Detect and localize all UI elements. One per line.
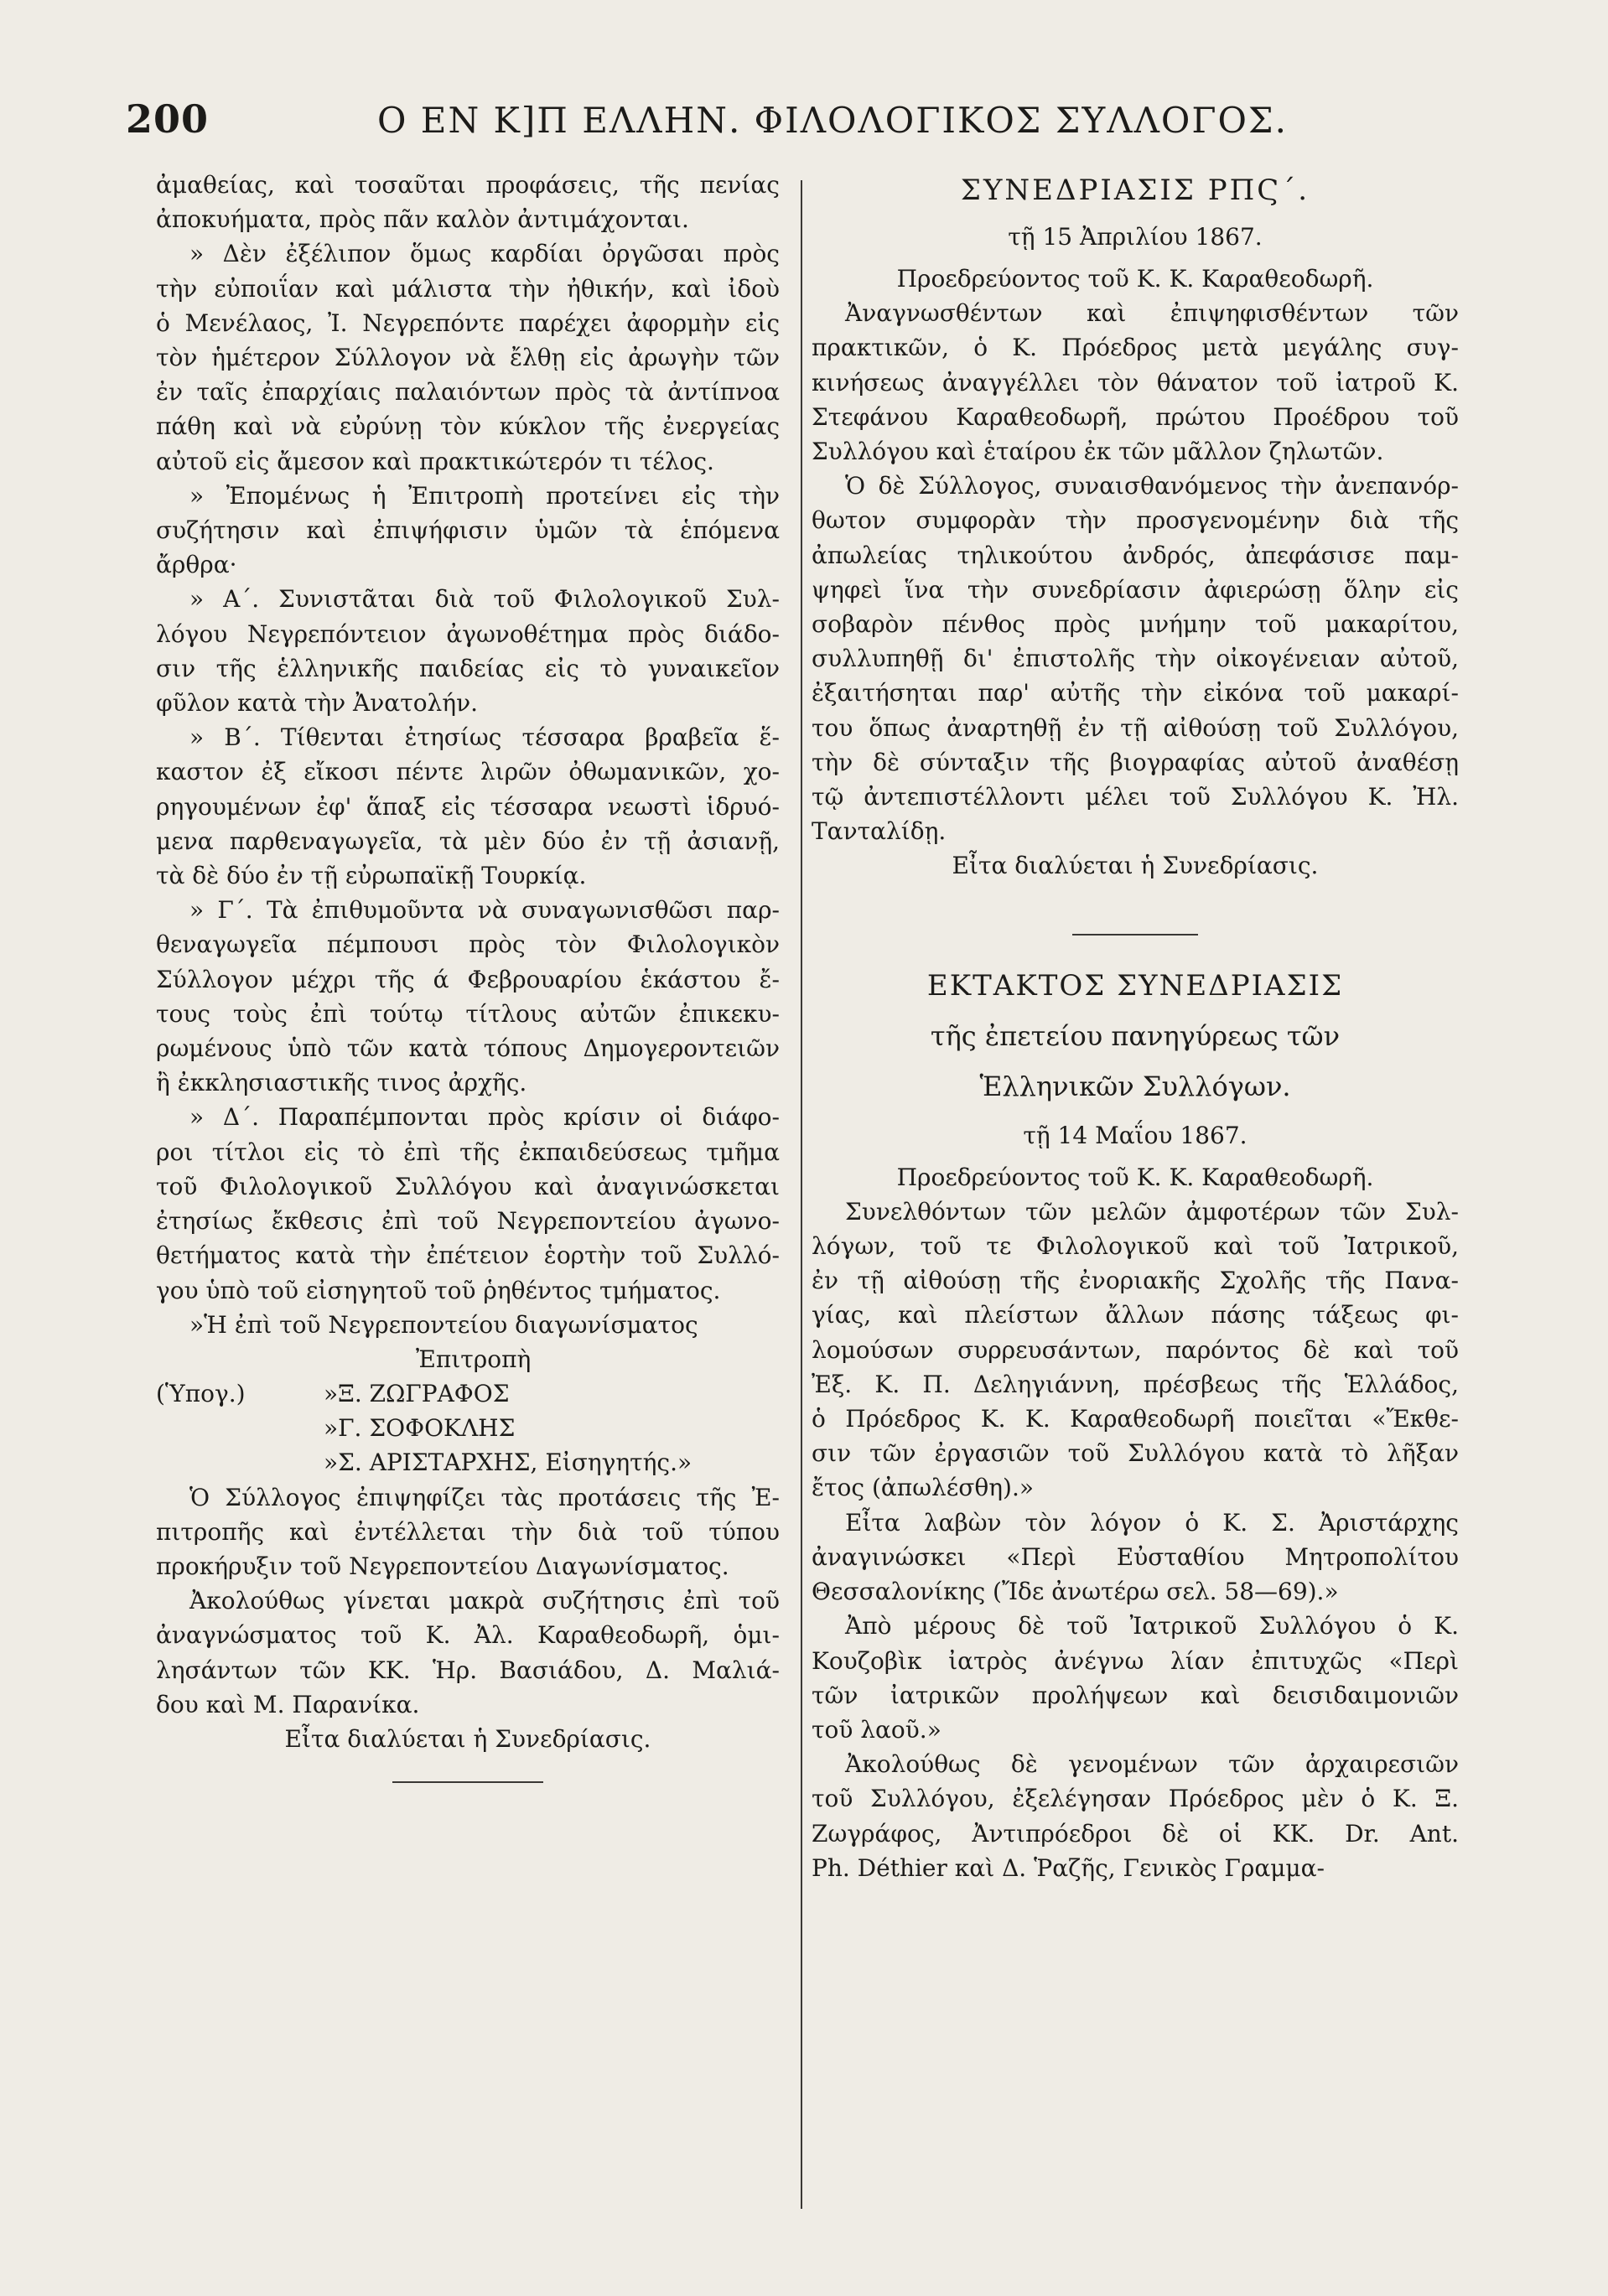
text-line: τους τοὺς ἐπὶ τούτῳ τίτλους αὐτῶν ἐπικεκυ-	[156, 999, 780, 1028]
committee-line: »Ἡ ἐπὶ τοῦ Νεγρεποντείου διαγωνίσματος	[189, 1310, 698, 1339]
text-line: ροι τίτλοι εἰς τὸ ἐπὶ τῆς ἐκπαιδεύσεως τμῆμα	[156, 1138, 780, 1166]
special-body	[812, 1195, 1459, 1885]
session-date: τῇ 15 Ἀπριλίου 1867.	[1008, 223, 1263, 251]
text-line: ὁ Πρόεδρος Κ. Κ. Καραθεοδωρῆ ποιεῖται «Ἔκθε-	[812, 1405, 1459, 1433]
signature-name: »Σ. ΑΡΙΣΤΑΡΧΗΣ, Εἰσηγητής.»	[324, 1449, 692, 1477]
text-line: Τανταλίδῃ.	[812, 817, 947, 846]
text-line: Ἐξ. Κ. Π. Δεληγιάννη, πρέσβεως τῆς Ἑλλάδος,	[812, 1370, 1459, 1398]
text-line: πρακτικῶν, ὁ Κ. Πρόεδρος μετὰ μεγάλης συγ-	[812, 334, 1459, 362]
text-line: αὐτοῦ εἰς ἄμεσον καὶ πρακτικώτερόν τι τέλος.	[156, 447, 714, 475]
text-line: Σύλλογον μέχρι τῆς ά Φεβρουαρίου ἑκάστου ἔ-	[156, 965, 780, 993]
special-session-subtitle: τῆς ἐπετείου πανηγύρεως τῶν	[930, 1019, 1341, 1052]
text-line: θωτον συμφορὰν τὴν προσγενομένην διὰ τῆς	[812, 506, 1459, 535]
text-line: Ἀπὸ μέρους δὲ τοῦ Ἰατρικοῦ Συλλόγου ὁ Κ.	[845, 1612, 1459, 1640]
text-line: Ἀναγνωσθέντων καὶ ἐπιψηφισθέντων τῶν	[845, 299, 1459, 328]
text-line: Συνελθόντων τῶν μελῶν ἀμφοτέρων τῶν Συλ-	[845, 1197, 1459, 1226]
text-line: κινήσεως ἀναγγέλλει τὸν θάνατον τοῦ ἰατροῦ Κ.	[812, 368, 1459, 396]
text-line: τοῦ Συλλόγου, ἐξελέγησαν Πρόεδρος μὲν ὁ Κ. Ξ.	[812, 1785, 1459, 1813]
right-column	[812, 168, 1459, 1885]
text-line: » Α΄. Συνιστᾶται διὰ τοῦ Φιλολογικοῦ Συλ-	[189, 585, 780, 614]
text-line: συζήτησιν καὶ ἐπιψήφισιν ὑμῶν τὰ ἑπόμενα	[156, 516, 780, 545]
text-line: ἐν τῇ αἰθούσῃ τῆς ἐνοριακῆς Σχολῆς τῆς Πανα-	[812, 1267, 1459, 1295]
committee-word: Ἐπιτροπὴ	[416, 1345, 532, 1373]
session-presiding: Προεδρεύοντος τοῦ Κ. Κ. Καραθεοδωρῆ.	[896, 265, 1374, 293]
right-body	[812, 296, 1459, 848]
text-line: ἀπωλείας τηλικούτου ἀνδρός, ἀπεφάσισε παμ-	[812, 541, 1459, 569]
text-line: μενα παρθεναγωγεῖα, τὰ μὲν δύο ἐν τῇ ἀσιανῇ,	[156, 827, 780, 855]
session-dissolve: Εἶτα διαλύεται ἡ Συνεδρίασις.	[284, 1725, 651, 1754]
left-closing	[156, 1480, 780, 1722]
text-line: λόγων, τοῦ τε Φιλολογικοῦ καὶ τοῦ Ἰατρικοῦ,	[812, 1232, 1459, 1261]
text-line: Θεσσαλονίκης (Ἴδε ἀνωτέρω σελ. 58—69).»	[812, 1578, 1339, 1606]
text-line: ἐξαιτήσηται παρ' αὐτῆς τὴν εἰκόνα τοῦ μακαρί-	[812, 679, 1459, 707]
text-line: σοβαρὸν πένθος πρὸς μνήμην τοῦ μακαρίτου,	[812, 610, 1459, 639]
text-line: θετήματος κατὰ τὴν ἐπέτειον ἑορτὴν τοῦ Συλλό-	[156, 1241, 780, 1270]
text-line: τοῦ λαοῦ.»	[812, 1715, 941, 1744]
text-line: τῶν ἰατρικῶν προλήψεων καὶ δεισιδαιμονιῶν	[812, 1681, 1459, 1709]
text-line: δου καὶ Μ. Παρανίκα.	[156, 1690, 420, 1718]
signature-row	[156, 1411, 780, 1445]
session-dissolve: Εἶτα διαλύεται ἡ Συνεδρίασις.	[952, 852, 1319, 880]
text-line: γου ὑπὸ τοῦ εἰσηγητοῦ τοῦ ῥηθέντος τμήματος.	[156, 1276, 721, 1304]
text-line: πιτροπῆς καὶ ἐντέλλεται τὴν διὰ τοῦ τύπου	[156, 1517, 780, 1546]
column-divider	[801, 180, 802, 2209]
signature-label: (Ὑπογ.)	[156, 1380, 246, 1408]
text-line: ρωμένους ὑπὸ τῶν κατὰ τόπους Δημογεροντειῶν	[156, 1034, 780, 1063]
special-session-presiding: Προεδρεύοντος τοῦ Κ. Κ. Καραθεοδωρῆ.	[896, 1163, 1374, 1191]
page-header	[126, 96, 1501, 155]
text-line: ρηγουμένων ἐφ' ἅπαξ εἰς τέσσαρα νεωστὶ ἱδρυό-	[156, 792, 780, 821]
text-line: Ἀκολούθως δὲ γενομένων τῶν ἀρχαιρεσιῶν	[845, 1750, 1459, 1779]
text-line: γίας, καὶ πλείστων ἄλλων πάσης τάξεως φι-	[812, 1301, 1459, 1329]
text-line: ἐτησίως ἔκθεσις ἐπὶ τοῦ Νεγρεποντείου ἀγωνο-	[156, 1207, 780, 1236]
text-line: Ph. Déthier καὶ Δ. Ῥαζῆς, Γενικὸς Γραμμα-	[812, 1853, 1325, 1882]
text-line: τὴν δὲ σύνταξιν τῆς βιογραφίας αὐτοῦ ἀναθέσῃ	[812, 748, 1459, 776]
text-line: ἔτος (ἀπωλέσθη).»	[812, 1474, 1034, 1502]
text-line: ἀναγινώσκει «Περὶ Εὐσταθίου Μητροπολίτου	[812, 1542, 1459, 1571]
text-line: λόγου Νεγρεπόντειον ἀγωνοθέτημα πρὸς διάδο-	[156, 619, 780, 648]
text-line: λησάντων τῶν ΚΚ. Ἡρ. Βασιάδου, Δ. Μαλιά-	[156, 1656, 780, 1684]
left-body	[156, 168, 780, 1308]
text-line: » Β΄. Τίθενται ἐτησίως τέσσαρα βραβεῖα ἕ-	[189, 723, 780, 752]
text-line: Ἀκολούθως γίνεται μακρὰ συζήτησις ἐπὶ τοῦ	[189, 1587, 780, 1615]
section-rule	[392, 1781, 543, 1783]
text-line: Κουζοβὶκ ἰατρὸς ἀνέγνω λίαν ἐπιτυχῶς «Περὶ	[812, 1646, 1459, 1675]
text-line: τὸν ἡμέτερον Σύλλογον νὰ ἔλθῃ εἰς ἀρωγὴν τῶν	[156, 344, 780, 372]
text-line: σιν τῶν ἐργασιῶν τοῦ Συλλόγου κατὰ τὸ λῆξαν	[812, 1439, 1459, 1468]
session-title: ΣΥΝΕΔΡΙΑΣΙΣ ΡΠϚ΄.	[960, 174, 1310, 207]
text-line: ἀμαθείας, καὶ τοσαῦται προφάσεις, τῆς πενίας	[156, 171, 780, 199]
text-line: ἀναγνώσματος τοῦ Κ. Ἀλ. Καραθεοδωρῆ, ὁμι-	[156, 1621, 780, 1650]
text-line: ἢ ἐκκλησιαστικῆς τινος ἀρχῆς.	[156, 1069, 527, 1097]
text-line: λομούσων συρρευσάντων, παρόντος δὲ καὶ τοῦ	[812, 1335, 1459, 1364]
page-number: 200	[126, 96, 210, 142]
text-line: » Δ΄. Παραπέμπονται πρὸς κρίσιν οἱ διάφο-	[189, 1103, 780, 1132]
text-line: » Δὲν ἐξέλιπον ὅμως καρδίαι ὀργῶσαι πρὸς	[189, 240, 780, 268]
text-line: συλλυπηθῇ δι' ἐπιστολῆς τὴν οἰκογένειαν αὐτοῦ,	[812, 645, 1459, 673]
text-line: ἐν ταῖς ἐπαρχίαις παλαιόντων πρὸς τὰ ἀντίπνοα	[156, 378, 780, 407]
text-line: σιν τῆς ἑλληνικῆς παιδείας εἰς τὸ γυναικεῖον	[156, 654, 780, 682]
signature-name: »Γ. ΣΟΦΟΚΛΗΣ	[324, 1414, 516, 1443]
text-line: τοῦ Φιλολογικοῦ Συλλόγου καὶ ἀναγινώσκεται	[156, 1172, 780, 1200]
text-line: ὁ Μενέλαος, Ἰ. Νεγρεπόντε παρέχει ἀφορμὴν εἰς	[156, 308, 780, 337]
signature-row	[156, 1376, 780, 1411]
special-session-subtitle: Ἑλληνικῶν Συλλόγων.	[979, 1070, 1291, 1102]
text-line: » Γ΄. Τὰ ἐπιθυμοῦντα νὰ συναγωνισθῶσι παρ-	[189, 896, 780, 925]
text-line: του ὅπως ἀναρτηθῇ ἐν τῇ αἰθούσῃ τοῦ Συλλόγου,	[812, 713, 1459, 742]
signature-name: »Ξ. ΖΩΓΡΑΦΟΣ	[324, 1380, 510, 1408]
text-line: ἄρθρα·	[156, 551, 237, 579]
text-line: καστον ἐξ εἴκοσι πέντε λιρῶν ὀθωμανικῶν, χο-	[156, 758, 780, 786]
text-line: προκήρυξιν τοῦ Νεγρεποντείου Διαγωνίσματος.	[156, 1552, 729, 1581]
text-line: Ὁ δὲ Σύλλογος, συναισθανόμενος τὴν ἀνεπανόρ-	[845, 472, 1459, 500]
special-session-date: τῇ 14 Μαΐου 1867.	[1023, 1121, 1247, 1149]
text-line: Συλλόγου καὶ ἑταίρου ἐκ τῶν μᾶλλον ζηλωτῶν.	[812, 438, 1384, 466]
text-line: Ὁ Σύλλογος ἐπιψηφίζει τὰς προτάσεις τῆς Ἐ-	[189, 1483, 780, 1511]
text-line: Εἶτα λαβὼν τὸν λόγον ὁ Κ. Σ. Ἀριστάρχης	[845, 1508, 1459, 1537]
running-title: Ο ΕΝ Κ]Π ΕΛΛΗΝ. ΦΙΛΟΛΟΓΙΚΟΣ ΣΥΛΛΟΓΟΣ.	[377, 100, 1288, 141]
text-line: θεναγωγεῖα πέμπουσι πρὸς τὸν Φιλολογικὸν	[156, 930, 780, 959]
text-line: τὴν εὐποιΐαν καὶ μάλιστα τὴν ἠθικήν, καὶ ἰδοὺ	[156, 274, 780, 303]
text-line: ψηφεὶ ἵνα τὴν συνεδρίασιν ἀφιερώσῃ ὅλην εἰς	[812, 575, 1459, 604]
special-session-title: ΕΚΤΑΚΤΟΣ ΣΥΝΕΔΡΙΑΣΙΣ	[926, 968, 1344, 1003]
text-line: τὰ δὲ δύο ἐν τῇ εὐρωπαϊκῇ Τουρκίᾳ.	[156, 862, 587, 890]
text-line: » Ἐπομένως ἡ Ἐπιτροπὴ προτείνει εἰς τὴν	[189, 481, 780, 510]
text-line: Στεφάνου Καραθεοδωρῆ, πρώτου Προέδρου τοῦ	[812, 402, 1459, 431]
left-column	[156, 168, 780, 1783]
text-line: Ζωγράφος, Ἀντιπρόεδροι δὲ οἱ ΚΚ. Dr. Ant.	[812, 1819, 1459, 1848]
text-line: πάθη καὶ νὰ εὐρύνῃ τὸν κύκλον τῆς ἐνεργείας	[156, 412, 780, 441]
text-line: φῦλον κατὰ τὴν Ἀνατολήν.	[156, 689, 478, 718]
text-line: τῷ ἀντεπιστέλλοντι μέλει τοῦ Συλλόγου Κ. Ἠλ.	[812, 783, 1459, 811]
signature-row	[156, 1445, 780, 1480]
text-line: ἀποκυήματα, πρὸς πᾶν καλὸν ἀντιμάχονται.	[156, 205, 689, 234]
